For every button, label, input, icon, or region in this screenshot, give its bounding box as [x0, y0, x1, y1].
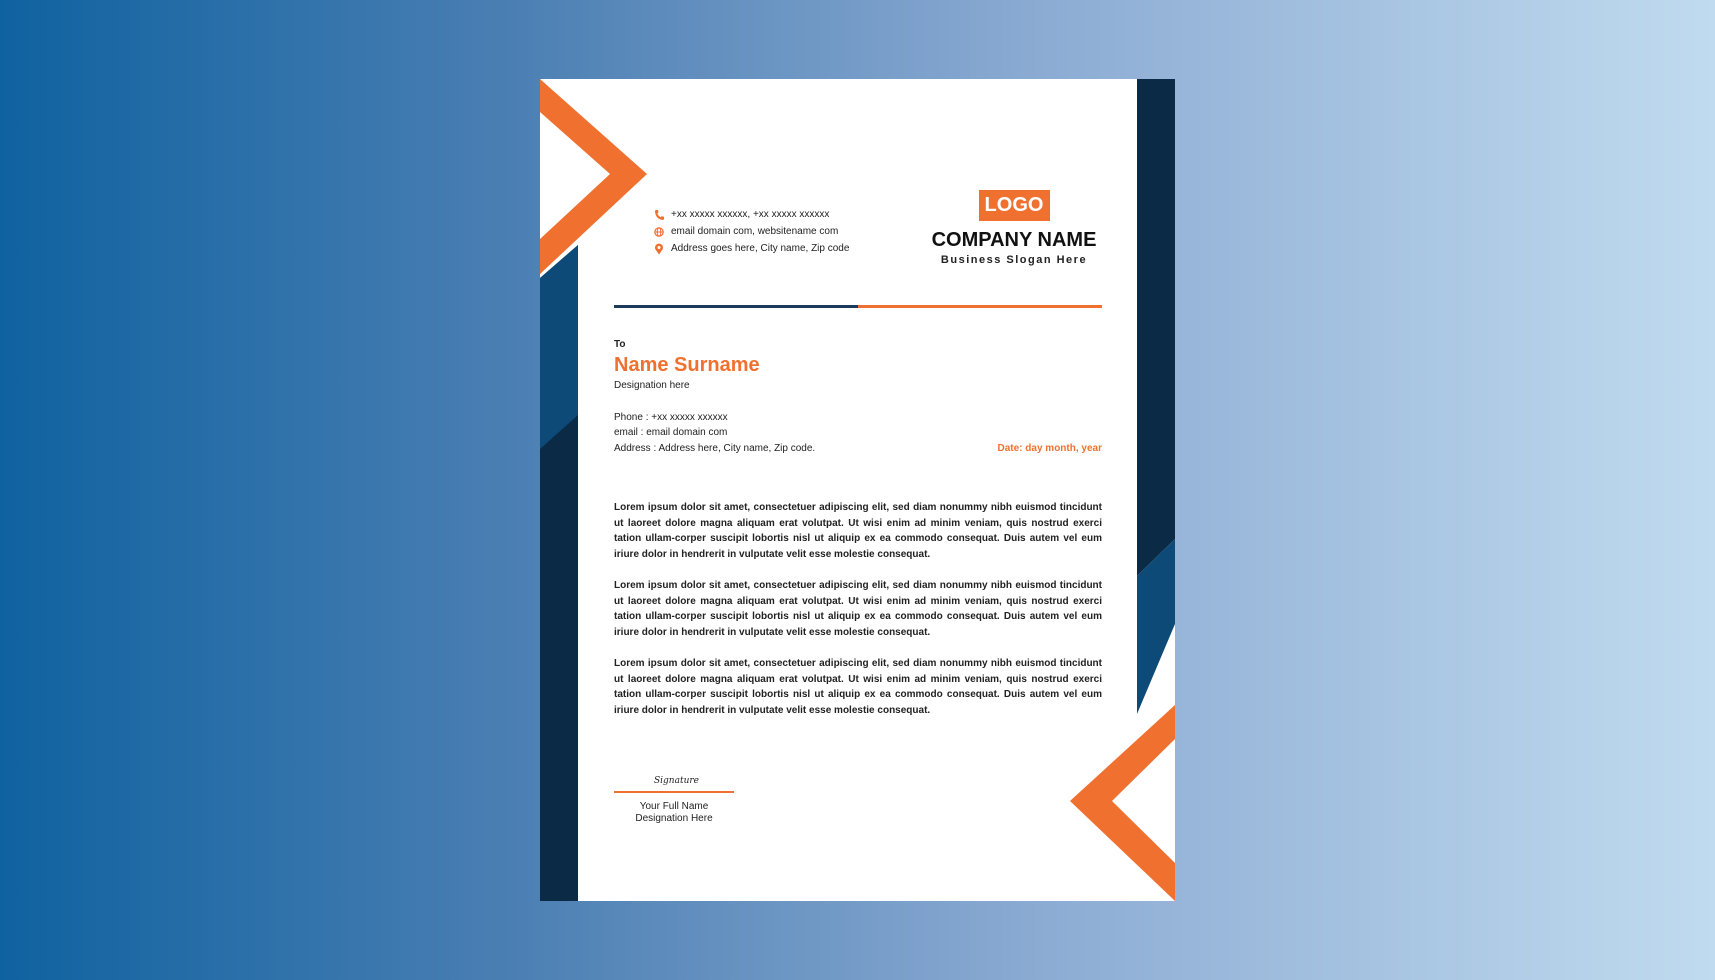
company-name: COMPANY NAME: [931, 229, 1097, 251]
signature-mark: Signature: [654, 776, 700, 786]
recipient-address: Address : Address here, City name, Zip code.: [614, 443, 816, 454]
left-blue-band: [540, 245, 578, 449]
recipient-designation: Designation here: [614, 380, 690, 391]
contact-row-phone: [654, 206, 849, 223]
contact-row-address: [654, 240, 849, 257]
signer-name: Your Full Name: [639, 801, 709, 812]
signer-designation: Designation Here: [635, 813, 713, 824]
business-slogan: Business Slogan Here: [940, 254, 1088, 266]
location-pin-icon: [654, 243, 664, 255]
recipient-phone: Phone : +xx xxxxx xxxxxx: [614, 412, 728, 423]
body-paragraph: Lorem ipsum dolor sit amet, consectetuer adipiscing elit, sed diam nonummy nibh euismod tincidunt ut laoreet dolore magna aliquam erat volutpat. Ut wisi enim ad minim veniam, quis nostrud exerci tation ullam-corper suscipit lobortis nisl ut aliquip ex ea commodo consequat. Duis autem vel eum iriure dolor in hendrerit in vulputate velit esse molestie consequat.: [614, 658, 1102, 716]
top-left-orange-chevron: [540, 79, 647, 274]
letterhead-page: [540, 79, 1175, 901]
brand-block: [924, 190, 1104, 266]
contact-address-text: Address goes here, City name, Zip code: [671, 243, 850, 254]
recipient-email: email : email domain com: [614, 427, 728, 438]
body-paragraph: Lorem ipsum dolor sit amet, consectetuer adipiscing elit, sed diam nonummy nibh euismod tincidunt ut laoreet dolore magna aliquam erat volutpat. Ut wisi enim ad minim veniam, quis nostrud exerci tation ullam-corper suscipit lobortis nisl ut aliquip ex ea commodo consequat. Duis autem vel eum iriure dolor in hendrerit in vulputate velit esse molestie consequat.: [614, 502, 1102, 560]
letter-date: Date: day month, year: [997, 443, 1102, 454]
contact-web-text: email domain com, websitename com: [671, 226, 839, 237]
bottom-right-orange-chevron: [1070, 705, 1175, 901]
globe-icon: [654, 226, 664, 238]
signature-line: [614, 791, 734, 793]
logo: LOGO: [979, 190, 1050, 221]
recipient-name: Name Surname: [614, 354, 760, 376]
body-paragraph: Lorem ipsum dolor sit amet, consectetuer adipiscing elit, sed diam nonummy nibh euismod tincidunt ut laoreet dolore magna aliquam erat volutpat. Ut wisi enim ad minim veniam, quis nostrud exerci tation ullam-corper suscipit lobortis nisl ut aliquip ex ea commodo consequat. Duis autem vel eum iriure dolor in hendrerit in vulputate velit esse molestie consequat.: [614, 580, 1102, 638]
right-navy-band: [1137, 79, 1175, 576]
header-divider-blue: [614, 305, 858, 308]
contact-row-web: [654, 223, 849, 240]
phone-icon: [654, 209, 664, 221]
header-divider-orange: [858, 305, 1102, 308]
contact-info: [654, 206, 849, 257]
contact-phone-text: +xx xxxxx xxxxxx, +xx xxxxx xxxxxx: [671, 209, 830, 220]
to-label: To: [614, 339, 626, 350]
